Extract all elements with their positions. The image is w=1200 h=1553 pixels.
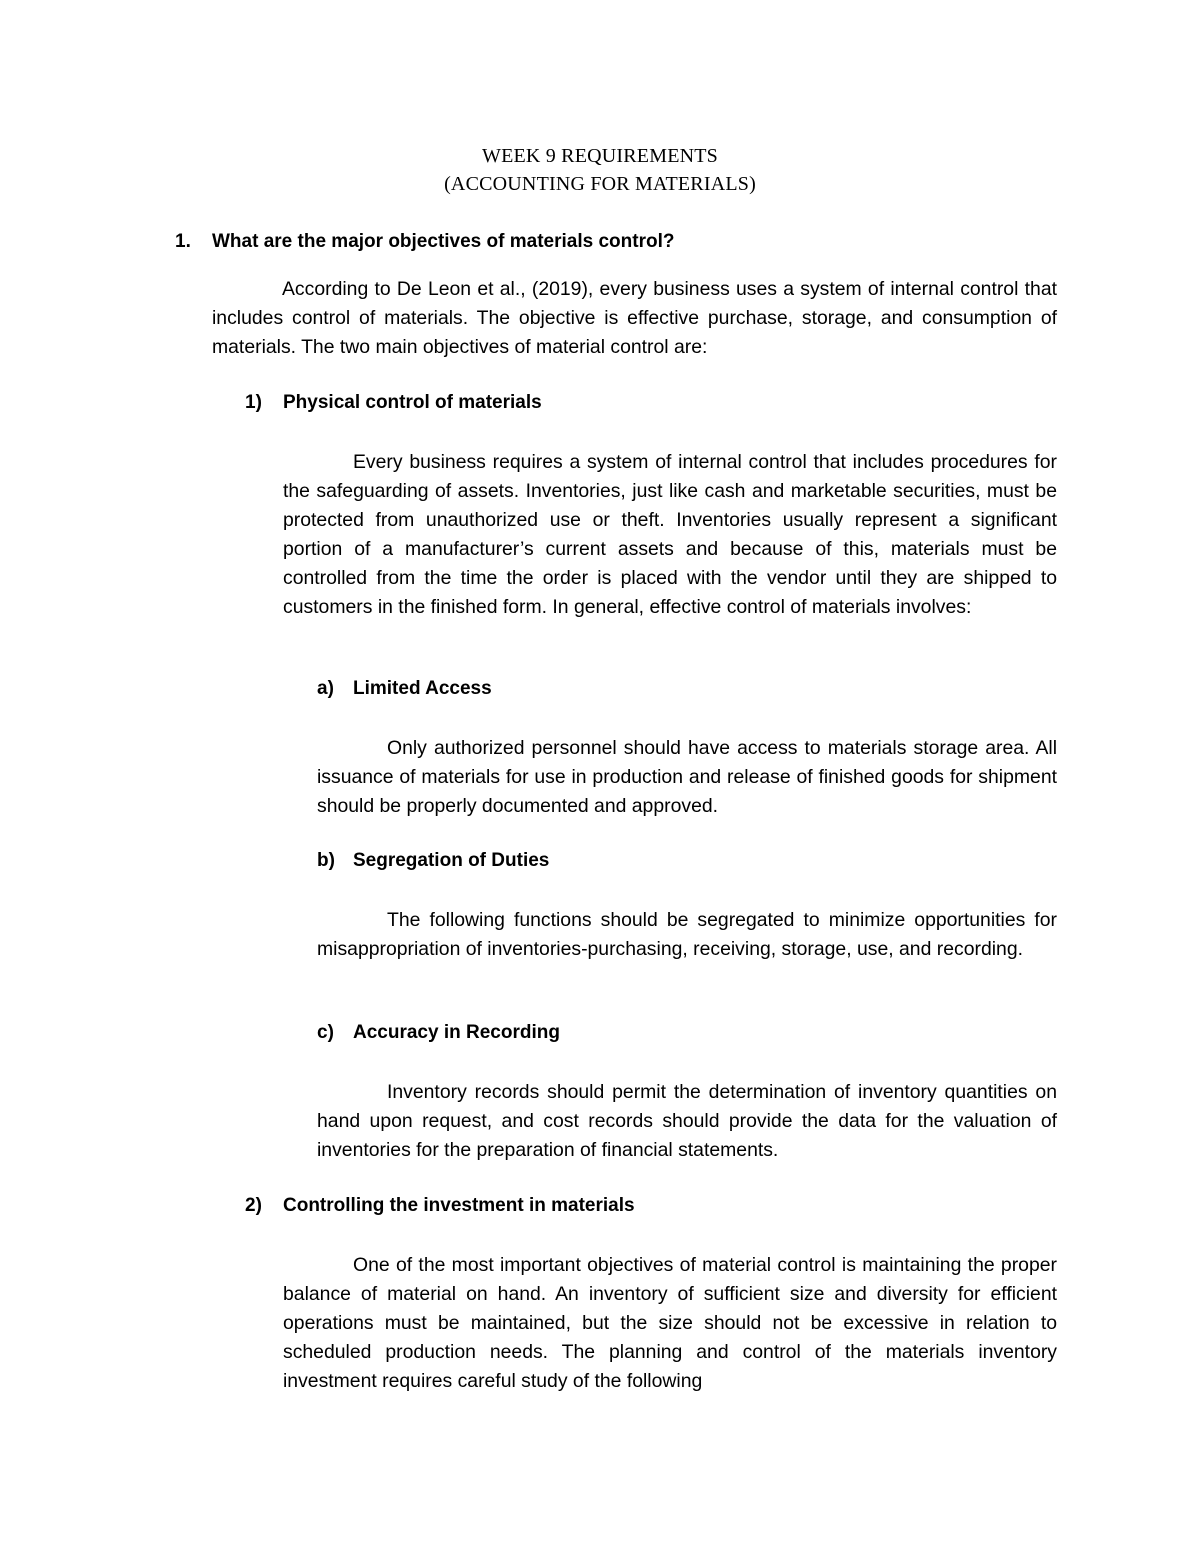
objective-1-number: 1) [245, 392, 262, 413]
sub-b-letter: b) [317, 850, 335, 871]
sub-b-title: Segregation of Duties [353, 850, 550, 871]
sub-c-paragraph: Inventory records should permit the determination of inventory quantities on hand upon request, and cost records should provide the data for the valuation of inventories for the preparation of financial statements. [317, 1081, 1057, 1161]
question-number: 1. [175, 231, 191, 252]
objective-1-paragraph: Every business requires a system of internal control that includes procedures for the safeguarding of assets. Inventories, just like cash and marketable securities, must be protected from unauthorized use or theft. Inventories usually represent a significant portion of a manufacturer’s current assets and because of this, materials must be controlled from the time the order is placed with the vendor until they are shipped to customers in the finished form. In general, effective control of materials involves: [283, 451, 1057, 618]
objective-2-title: Controlling the investment in materials [283, 1195, 635, 1216]
document-title: WEEK 9 REQUIREMENTS [482, 145, 718, 167]
intro-paragraph: According to De Leon et al., (2019), every business uses a system of internal control that includes control of materials. The objective is effective purchase, storage, and consumption of materials. The two main objectives of material control are: [212, 278, 1057, 358]
sub-c-letter: c) [317, 1022, 334, 1043]
objective-1-title: Physical control of materials [283, 392, 542, 413]
question-text: What are the major objectives of materials control? [212, 231, 675, 252]
objective-2-paragraph: One of the most important objectives of material control is maintaining the proper balance of material on hand. An inventory of sufficient size and diversity for efficient operations must be maintained, but the size should not be excessive in relation to scheduled production needs. The planning and control of the materials inventory investment requires careful study of the following [283, 1254, 1057, 1392]
sub-a-title: Limited Access [353, 678, 492, 699]
sub-c-title: Accuracy in Recording [353, 1022, 560, 1043]
document-subtitle: (ACCOUNTING FOR MATERIALS) [444, 173, 756, 195]
sub-b-paragraph: The following functions should be segregated to minimize opportunities for misappropriation of inventories-purchasing, receiving, storage, use, and recording. [317, 909, 1057, 960]
objective-2-number: 2) [245, 1195, 262, 1216]
sub-a-letter: a) [317, 678, 334, 699]
sub-a-paragraph: Only authorized personnel should have access to materials storage area. All issuance of materials for use in production and release of finished goods for shipment should be properly documented and approved. [317, 737, 1057, 817]
